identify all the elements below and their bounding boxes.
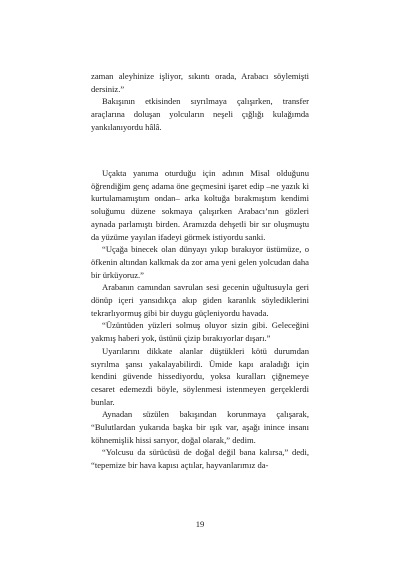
- paragraph: “Uçağa binecek olan dünyayı yıkıp bırakıyor üstümüze, o öfkenin altından kalkmak da zor ama yeni gelen yolcudan daha bir ürküyoruz.”: [91, 244, 309, 280]
- paragraph: Aynadan süzülen bakışından korunmaya çalışarak, “Bulutlardan yukarıda başka bir ışık var, aşağı inince insanı köhnemişlik hissi sarıyor, doğal olarak,” dedim.: [91, 409, 309, 445]
- paragraph: zaman aleyhinize işliyor, sıkıntı orada, Arabacı söylemişti dersiniz.”: [91, 71, 309, 94]
- paragraph: Uçakta yanıma oturduğu için adının Misal olduğunu öğrendiğim genç adama öne geçmesini işaret edip –ne yazık ki kurtulamamıştım ondan– arka koltuğa bırakmıştım kendimi soluğumu düzene sokmaya çalışırken Arabacı’nın gözleri aynada parlamıştı birden. Aramızda dehşetli bir sır oluşmuştu da yüzüme yayılan ifadeyi görmek istiyordu sanki.: [91, 168, 309, 242]
- paragraph: “Üzüntüden yüzleri solmuş oluyor sizin gibi. Geleceğini yakmış haberi yok, üstünü çizip bırakıyorlar dışarı.”: [91, 320, 309, 344]
- text-section-2: [91, 167, 309, 472]
- paragraph: “Yolcusu da sürücüsü de doğal değil bana kalırsa,” dedi, “tepemize bir hava kapısı açtılar, hayvanlarımız da-: [91, 447, 309, 471]
- paragraph: Bakışının etkisinden sıyrılmaya çalışırken, transfer araçlarına doluşan yolcuların neşeli çığlığı kulağımda yankılanıyordu hâlâ.: [91, 96, 309, 132]
- page-number: 19: [195, 519, 205, 529]
- paragraph: Uyarılarını dikkate alanlar düştükleri kötü durumdan sıyrılma şansı yakalayabilirdi. Ümide kapı araladığı için kendini güvende hissediyordu, yoksa kuralları çiğnemeye cesaret edemezdi böyle, söylenmesi istenmeyen gerçeklerdi bunlar.: [91, 345, 309, 407]
- paragraph: Arabanın camından savrulan sesi gecenin uğultusuyla geri dönüp içeri yansıdıkça akıp giden karanlık söylediklerini tekrarlıyormuş gibi bir duygu güçleniyordu havada.: [91, 282, 309, 318]
- text-section-1: [91, 70, 309, 134]
